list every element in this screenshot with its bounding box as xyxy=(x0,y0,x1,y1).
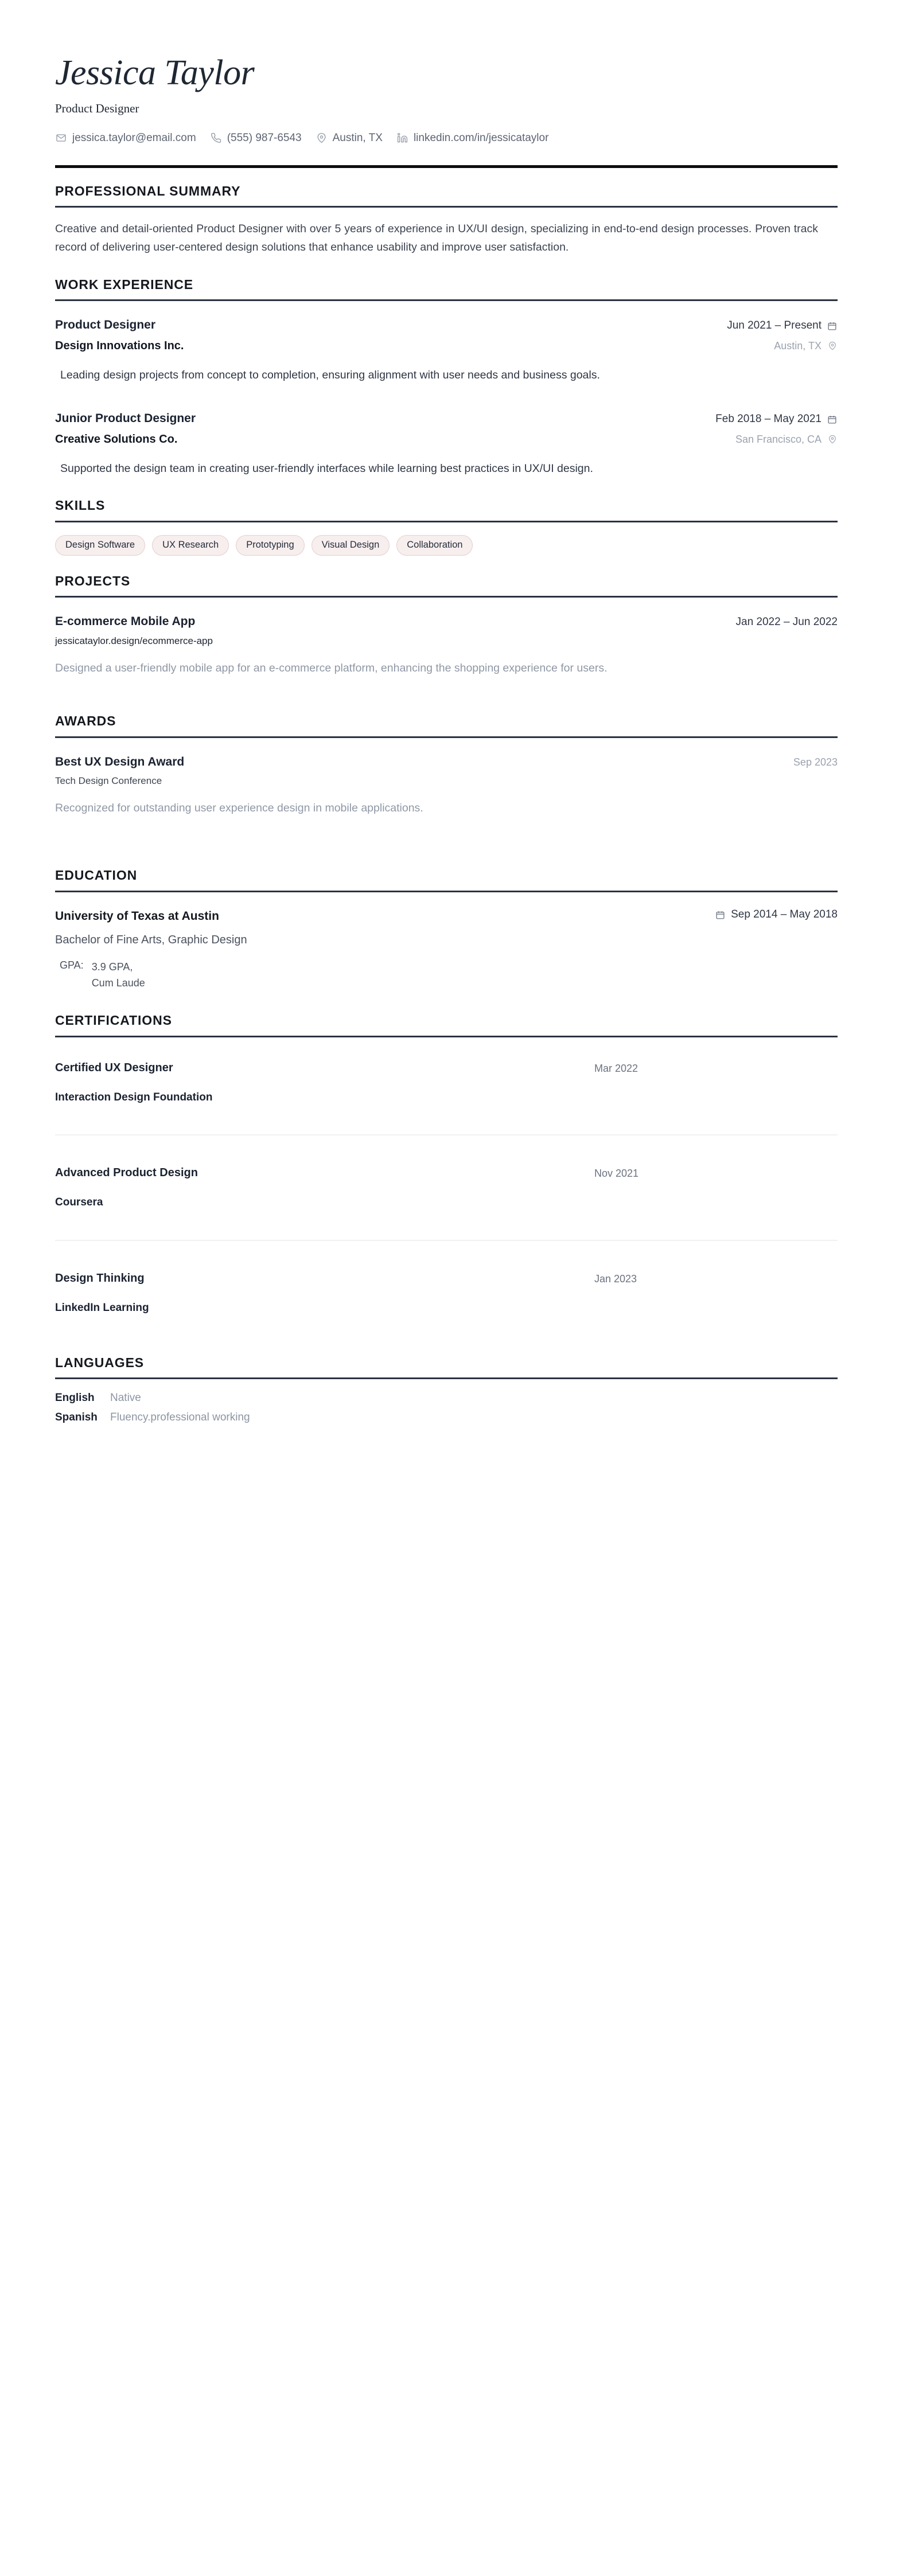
language-entry xyxy=(55,1392,838,1404)
section-title-awards: AWARDS xyxy=(55,713,116,729)
award-entry xyxy=(55,754,838,818)
language-level: Native xyxy=(110,1392,141,1404)
work-entry xyxy=(55,411,838,478)
section-title-summary: PROFESSIONAL SUMMARY xyxy=(55,183,241,198)
language-name: English xyxy=(55,1392,95,1404)
email-icon xyxy=(55,132,67,144)
project-name: E-commerce Mobile App xyxy=(55,615,196,629)
section-divider xyxy=(55,299,838,301)
award-entry-header xyxy=(55,754,838,770)
summary-text: Creative and detail-oriented Product Designer with over 5 years of experience in UX/UI design, specializing in end-to-end design processes. Proven track record of delivering user-centered design solutions that enhance usability and improve user satisfaction. xyxy=(55,223,818,253)
section-professional-summary xyxy=(55,183,838,257)
candidate-title: Product Designer xyxy=(55,102,139,116)
section-divider xyxy=(55,1377,838,1379)
section-title-projects: PROJECTS xyxy=(55,573,131,588)
location-icon xyxy=(316,132,328,144)
section-divider xyxy=(55,596,838,598)
education-gpa-line2: Cum Laude xyxy=(91,977,145,989)
skill-tag: UX Research xyxy=(152,535,229,556)
project-entry xyxy=(55,614,838,677)
award-name: Best UX Design Award xyxy=(55,755,185,769)
section-divider xyxy=(55,736,838,738)
certification-date: Nov 2021 xyxy=(594,1168,639,1180)
project-date: Jan 2022 – Jun 2022 xyxy=(735,616,838,629)
work-date: Feb 2018 – May 2021 xyxy=(715,413,822,426)
work-entry-org-wrap xyxy=(55,427,177,447)
certification-name: Design Thinking xyxy=(55,1271,145,1285)
header-divider xyxy=(55,165,838,168)
section-divider xyxy=(55,1036,838,1037)
work-entry-role-wrap xyxy=(55,317,155,333)
work-org: Design Innovations Inc. xyxy=(55,339,184,352)
work-entry-role-wrap xyxy=(55,411,196,427)
languages-list xyxy=(55,1392,838,1424)
certification-name: Advanced Product Design xyxy=(55,1166,198,1180)
project-entry-header xyxy=(55,614,838,630)
skills-list xyxy=(55,535,838,556)
work-entry-date-wrap xyxy=(727,319,838,332)
contact-location xyxy=(316,132,383,145)
project-date-wrap xyxy=(736,616,838,629)
work-location: Austin, TX xyxy=(774,339,822,352)
project-url[interactable]: jessicataylor.design/ecommerce-app xyxy=(55,635,213,646)
work-entry-header xyxy=(55,317,838,333)
contact-email-text: jessica.taylor@email.com xyxy=(72,131,196,144)
education-gpa xyxy=(55,959,838,992)
skill-tag: Visual Design xyxy=(312,535,390,556)
section-education xyxy=(55,867,838,992)
certification-entry xyxy=(55,1134,838,1240)
certification-date: Mar 2022 xyxy=(594,1062,639,1074)
work-description: Leading design projects from concept to completion, ensuring alignment with user needs and business goals. xyxy=(60,368,600,381)
work-entry-subheader xyxy=(55,334,838,354)
certification-entry xyxy=(55,1240,838,1345)
location-icon xyxy=(827,341,838,352)
candidate-name: Jessica Taylor xyxy=(55,53,255,92)
certification-entry xyxy=(55,1048,838,1135)
education-gpa-line1: 3.9 GPA, xyxy=(91,961,133,973)
award-issuer: Tech Design Conference xyxy=(55,775,162,787)
section-title-work: WORK EXPERIENCE xyxy=(55,276,193,292)
education-entry xyxy=(55,908,838,992)
contact-phone[interactable] xyxy=(210,132,302,145)
certification-date: Jan 2023 xyxy=(594,1273,637,1285)
contact-linkedin[interactable] xyxy=(396,132,549,145)
section-work-experience xyxy=(55,276,838,478)
work-description: Supported the design team in creating user-friendly interfaces while learning best practices in UX/UI design. xyxy=(60,462,593,475)
location-icon xyxy=(827,434,838,445)
work-entry-location-wrap xyxy=(735,434,838,446)
education-school: University of Texas at Austin xyxy=(55,909,219,923)
certification-main xyxy=(55,1271,594,1316)
section-title-languages: LANGUAGES xyxy=(55,1355,145,1370)
work-entry-location-wrap xyxy=(774,340,838,352)
education-gpa-label: GPA: xyxy=(60,959,84,971)
award-date-wrap xyxy=(793,756,838,768)
work-entry xyxy=(55,317,838,384)
contact-phone-text: (555) 987-6543 xyxy=(227,131,302,144)
skill-tag: Design Software xyxy=(55,535,145,556)
work-entry-date-wrap xyxy=(715,413,838,426)
contact-row xyxy=(55,132,838,145)
work-entry-header xyxy=(55,411,838,427)
language-entry xyxy=(55,1411,838,1424)
certifications-list xyxy=(55,1048,838,1345)
section-divider xyxy=(55,521,838,522)
phone-icon xyxy=(210,132,222,144)
section-awards xyxy=(55,713,838,818)
section-title-education: EDUCATION xyxy=(55,868,138,883)
contact-email[interactable] xyxy=(55,132,196,145)
section-divider xyxy=(55,891,838,892)
calendar-icon xyxy=(827,321,838,331)
education-date-wrap xyxy=(715,908,838,921)
award-name-wrap xyxy=(55,754,184,770)
certification-issuer: LinkedIn Learning xyxy=(55,1301,149,1314)
work-role: Junior Product Designer xyxy=(55,412,196,426)
project-description: Designed a user-friendly mobile app for an e-commerce platform, enhancing the shopping experience for users. xyxy=(55,661,608,674)
education-gpa-value xyxy=(92,959,145,992)
language-name: Spanish xyxy=(55,1411,98,1424)
section-certifications xyxy=(55,1012,838,1345)
work-location: San Francisco, CA xyxy=(735,433,822,445)
calendar-icon xyxy=(715,910,726,920)
certification-main xyxy=(55,1060,594,1105)
award-description: Recognized for outstanding user experience design in mobile applications. xyxy=(55,802,423,815)
contact-linkedin-text: linkedin.com/in/jessicataylor xyxy=(413,131,549,144)
education-date: Sep 2014 – May 2018 xyxy=(731,908,838,921)
work-role: Product Designer xyxy=(55,318,156,332)
project-name-wrap xyxy=(55,614,195,630)
section-languages xyxy=(55,1355,838,1424)
certification-main xyxy=(55,1165,594,1210)
calendar-icon xyxy=(827,414,838,425)
skill-tag: Collaboration xyxy=(396,535,473,556)
education-entry-header xyxy=(55,908,838,924)
education-degree: Bachelor of Fine Arts, Graphic Design xyxy=(55,934,247,947)
section-skills xyxy=(55,497,838,556)
work-org: Creative Solutions Co. xyxy=(55,432,178,446)
linkedin-icon xyxy=(396,132,408,144)
certification-issuer: Coursera xyxy=(55,1196,103,1209)
skill-tag: Prototyping xyxy=(236,535,304,556)
language-level: Fluency.professional working xyxy=(110,1411,250,1424)
section-title-skills: SKILLS xyxy=(55,498,106,513)
section-divider xyxy=(55,206,838,208)
section-projects xyxy=(55,573,838,678)
work-date: Jun 2021 – Present xyxy=(727,319,822,332)
certification-name: Certified UX Designer xyxy=(55,1061,173,1074)
resume-header xyxy=(55,55,838,168)
contact-location-text: Austin, TX xyxy=(332,131,383,144)
certification-issuer: Interaction Design Foundation xyxy=(55,1091,213,1103)
section-title-certifications: CERTIFICATIONS xyxy=(55,1012,172,1028)
work-entry-subheader xyxy=(55,427,838,447)
work-entry-org-wrap xyxy=(55,334,184,354)
award-date: Sep 2023 xyxy=(793,756,838,768)
